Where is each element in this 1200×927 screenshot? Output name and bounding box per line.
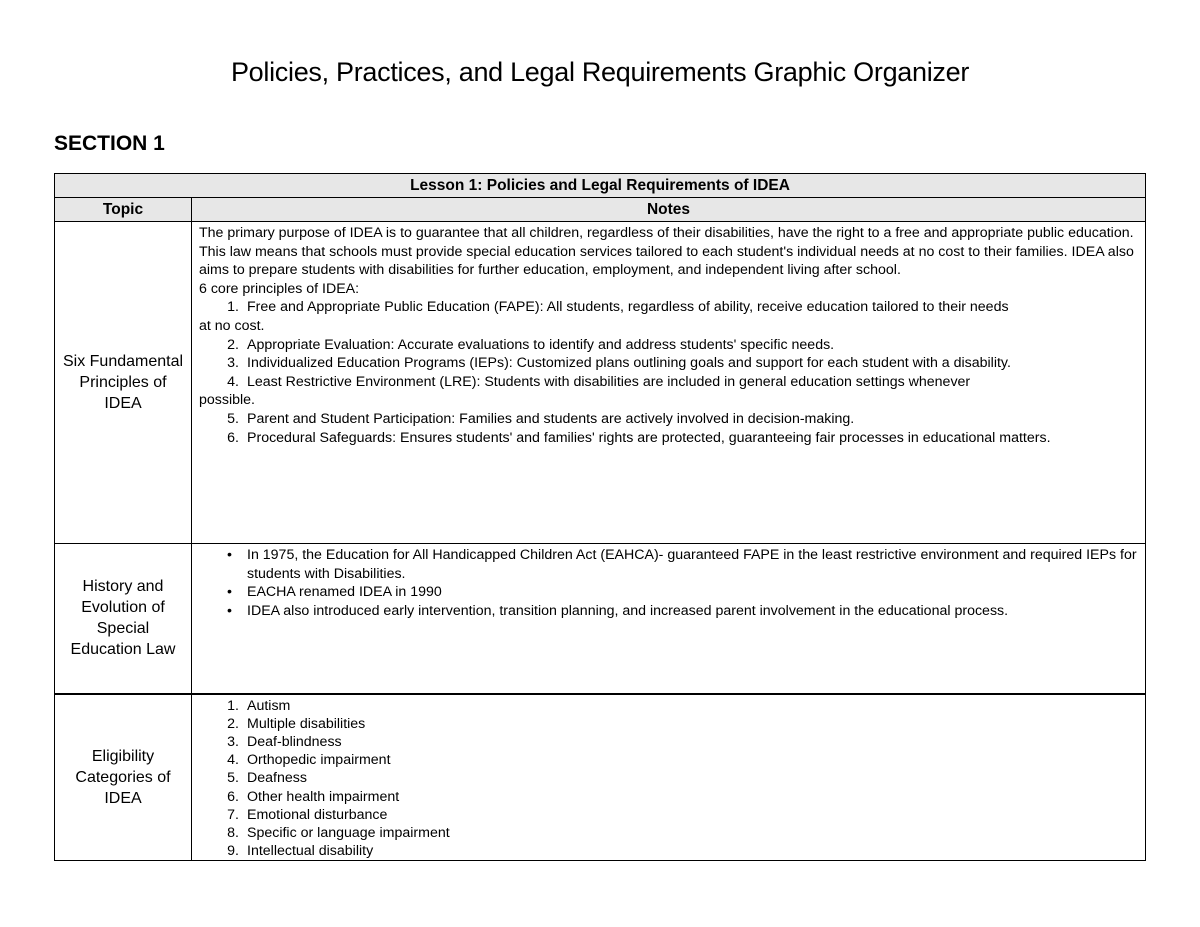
eligibility-list: [199, 697, 1137, 861]
list-item: 2. Multiple disabilities: [227, 715, 366, 732]
table-row: [55, 222, 1146, 544]
list-item-text: Procedural Safeguards: Ensures students' and families' rights are protected, guaranteeing fair processes in educational matters.: [247, 429, 1051, 446]
notes-cell: [192, 694, 1146, 861]
list-item: 4. Orthopedic impairment: [227, 752, 391, 769]
graphic-organizer-table: [54, 173, 1146, 861]
list-item-text: Intellectual disability: [247, 843, 374, 860]
list-item-continuation: at no cost.: [199, 317, 265, 334]
list-item: 1. Autism: [227, 697, 291, 714]
list-item: 7. Emotional disturbance: [227, 806, 388, 823]
list-item: 3. Deaf-blindness: [227, 733, 342, 750]
column-header-topic: Topic: [55, 198, 192, 222]
history-bullet-list: [199, 546, 1137, 620]
topic-cell: History and Evolution of Special Education Law: [55, 544, 192, 694]
list-item: 6. Other health impairment: [227, 788, 400, 805]
list-item-text: Individualized Education Programs (IEPs): Customized plans outlining goals and support for each student with a disability.: [247, 355, 1011, 372]
notes-intro: The primary purpose of IDEA is to guarantee that all children, regardless of their disabilities, have the right to a free and appropriate public education. This law means that schools must provide special education services tailored to each student's individual needs at no cost to their families. IDEA also aims to prepare students with disabilities for further education, employment, and independent living after school.: [199, 225, 1134, 279]
list-item-text: Multiple disabilities: [247, 715, 366, 732]
table-row: [55, 544, 1146, 694]
topic-cell: Six Fundamental Principles of IDEA: [55, 222, 192, 544]
list-item: 5. Parent and Student Participation: Families and students are actively involved in decision-making.: [227, 410, 855, 427]
list-item-text: Other health impairment: [247, 788, 400, 805]
list-item-text: Parent and Student Participation: Families and students are actively involved in decision-making.: [247, 410, 855, 427]
list-item: 3. Individualized Education Programs (IEPs): Customized plans outlining goals and support for each student with a disability.: [227, 355, 1011, 372]
column-header-notes: Notes: [192, 198, 1146, 222]
list-item: [199, 583, 1137, 602]
list-item-continuation: possible.: [199, 392, 255, 409]
list-item-text: Appropriate Evaluation: Accurate evaluations to identify and address students' specific needs.: [247, 336, 835, 353]
list-item-text: Orthopedic impairment: [247, 752, 391, 769]
notes-core-label: 6 core principles of IDEA:: [199, 280, 360, 297]
list-item: 2. Appropriate Evaluation: Accurate evaluations to identify and address students' specific needs.: [227, 336, 835, 353]
list-item: 4. Least Restrictive Environment (LRE): Students with disabilities are included in general education settings whenever: [227, 373, 971, 390]
core-principles-list: [199, 298, 1137, 317]
notes-cell: [192, 544, 1146, 694]
list-item: [199, 546, 1137, 583]
bullet-icon: •: [227, 584, 232, 601]
list-item: [199, 602, 1137, 621]
list-item: 1. Free and Appropriate Public Education (FAPE): All students, regardless of ability, receive education tailored to their needs: [227, 299, 1009, 316]
section-heading: SECTION 1: [54, 132, 165, 155]
lesson-title: Lesson 1: Policies and Legal Requirements of IDEA: [55, 174, 1146, 198]
list-item-text: In 1975, the Education for All Handicapped Children Act (EAHCA)- guaranteed FAPE in the least restrictive environment and required IEPs for students with Disabilities.: [247, 547, 1137, 582]
list-item-text: IDEA also introduced early intervention, transition planning, and increased parent involvement in the educational process.: [247, 602, 1009, 619]
list-item: 9. Intellectual disability: [227, 843, 374, 860]
list-item-text: Emotional disturbance: [247, 806, 388, 823]
bullet-icon: •: [227, 602, 232, 619]
list-item-text: EACHA renamed IDEA in 1990: [247, 584, 442, 601]
list-item-text: Least Restrictive Environment (LRE): Students with disabilities are included in general education settings whenever: [247, 373, 971, 390]
bullet-icon: •: [227, 547, 232, 563]
table-row: [55, 694, 1146, 861]
topic-cell: Eligibility Categories of IDEA: [55, 694, 192, 861]
list-item-text: Free and Appropriate Public Education (FAPE): All students, regardless of ability, receive education tailored to their needs: [247, 299, 1009, 316]
list-item: 8. Specific or language impairment: [227, 824, 450, 841]
notes-cell: [192, 222, 1146, 544]
list-item-text: Autism: [247, 697, 291, 714]
list-item: 5. Deafness: [227, 770, 307, 787]
list-item-text: Deafness: [247, 770, 307, 787]
document-title: Policies, Practices, and Legal Requirements Graphic Organizer: [230, 57, 970, 87]
list-item: 6. Procedural Safeguards: Ensures students' and families' rights are protected, guaranteeing fair processes in educational matters.: [227, 429, 1051, 446]
list-item-text: Deaf-blindness: [247, 733, 342, 750]
core-principles-list: [199, 336, 1137, 392]
core-principles-list: [199, 410, 1137, 447]
list-item-text: Specific or language impairment: [247, 824, 450, 841]
